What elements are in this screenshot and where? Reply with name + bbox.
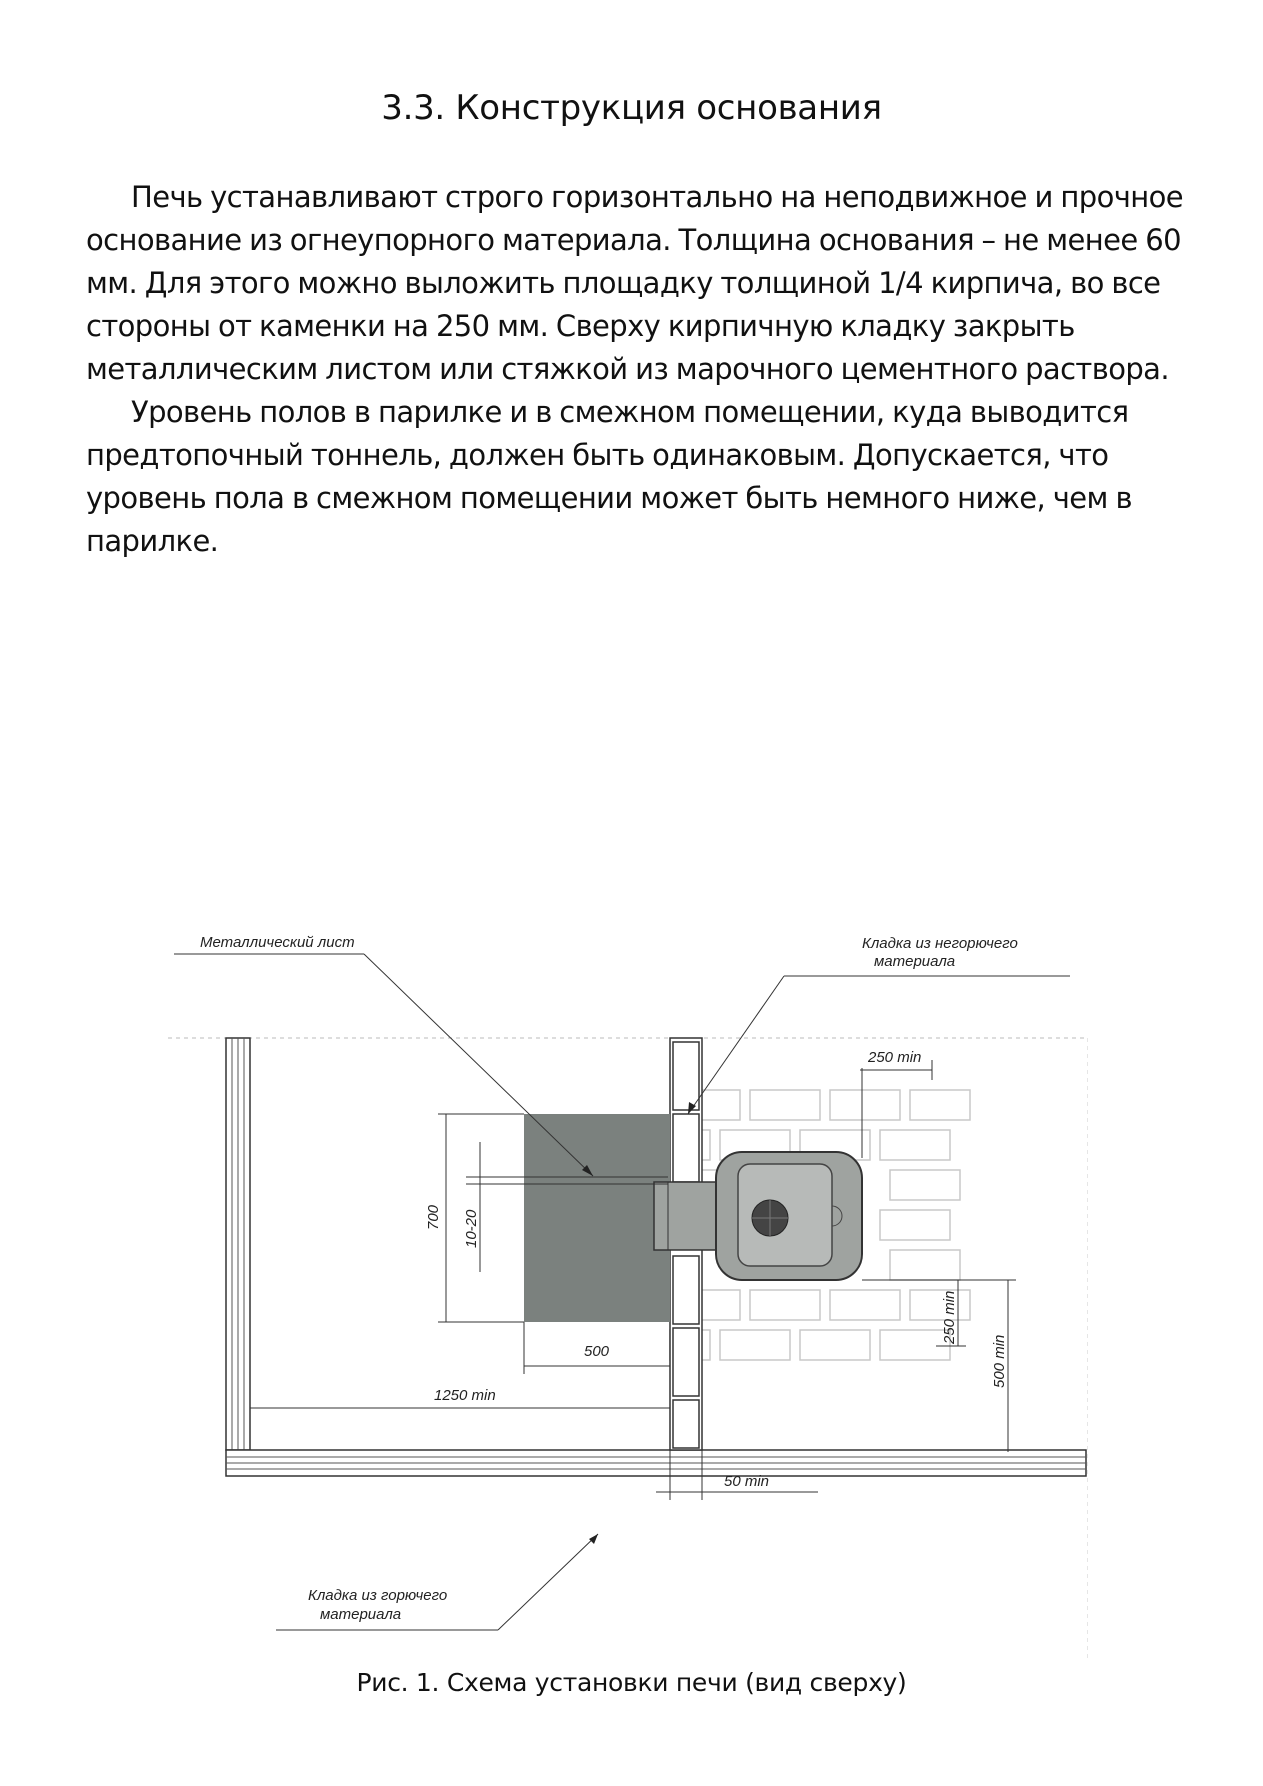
label-flammable-1: Кладка из горючего [308,1587,448,1604]
dim-250-top-label: 250 min [868,1049,922,1066]
dim-50-label: 50 min [724,1473,770,1490]
body-text [86,176,1186,563]
dim-700-label: 700 [425,1204,442,1230]
dim-1250-label: 1250 min [434,1387,496,1404]
label-nonflammable-1: Кладка из негорючего [862,935,1018,952]
paragraph-2: Уровень полов в парилке и в смежном помещении, куда выводится предтопочный тоннель, должен быть одинаковым. Допускается, что уровень пола в смежном помещении может быть немного ниже, чем в парилке. [86,395,1132,558]
left-wall [226,1038,250,1450]
dim-250-side-label: 250 min [941,1290,958,1344]
section-heading: 3.3. Конструкция основания [381,88,882,128]
bottom-wall [226,1450,1086,1476]
fire-tunnel [654,1182,720,1250]
stove [716,1152,862,1280]
dimension-700 [438,1114,524,1322]
label-metal-sheet: Металлический лист [200,934,355,951]
figure-caption: Рис. 1. Схема установки печи (вид сверху) [356,1668,907,1697]
dim-500-label: 500 [584,1343,610,1360]
dim-10-20-label: 10-20 [463,1209,480,1248]
stove-installation-diagram [168,900,1088,1660]
label-nonflammable-2: материала [874,953,956,970]
label-flammable-2: материала [320,1606,402,1623]
dim-500-side-label: 500 min [991,1334,1008,1388]
metal-sheet [524,1114,670,1322]
paragraph-1: Печь устанавливают строго горизонтально на неподвижное и прочное основание из огнеупорного материала. Толщина основания – не менее 60 мм. Для этого можно выложить площадку толщиной 1/4 кирпича, во все стороны от каменки на 250 мм. Сверху кирпичную кладку закрыть металлическим листом или стяжкой из марочного цементного раствора. [86,180,1183,386]
